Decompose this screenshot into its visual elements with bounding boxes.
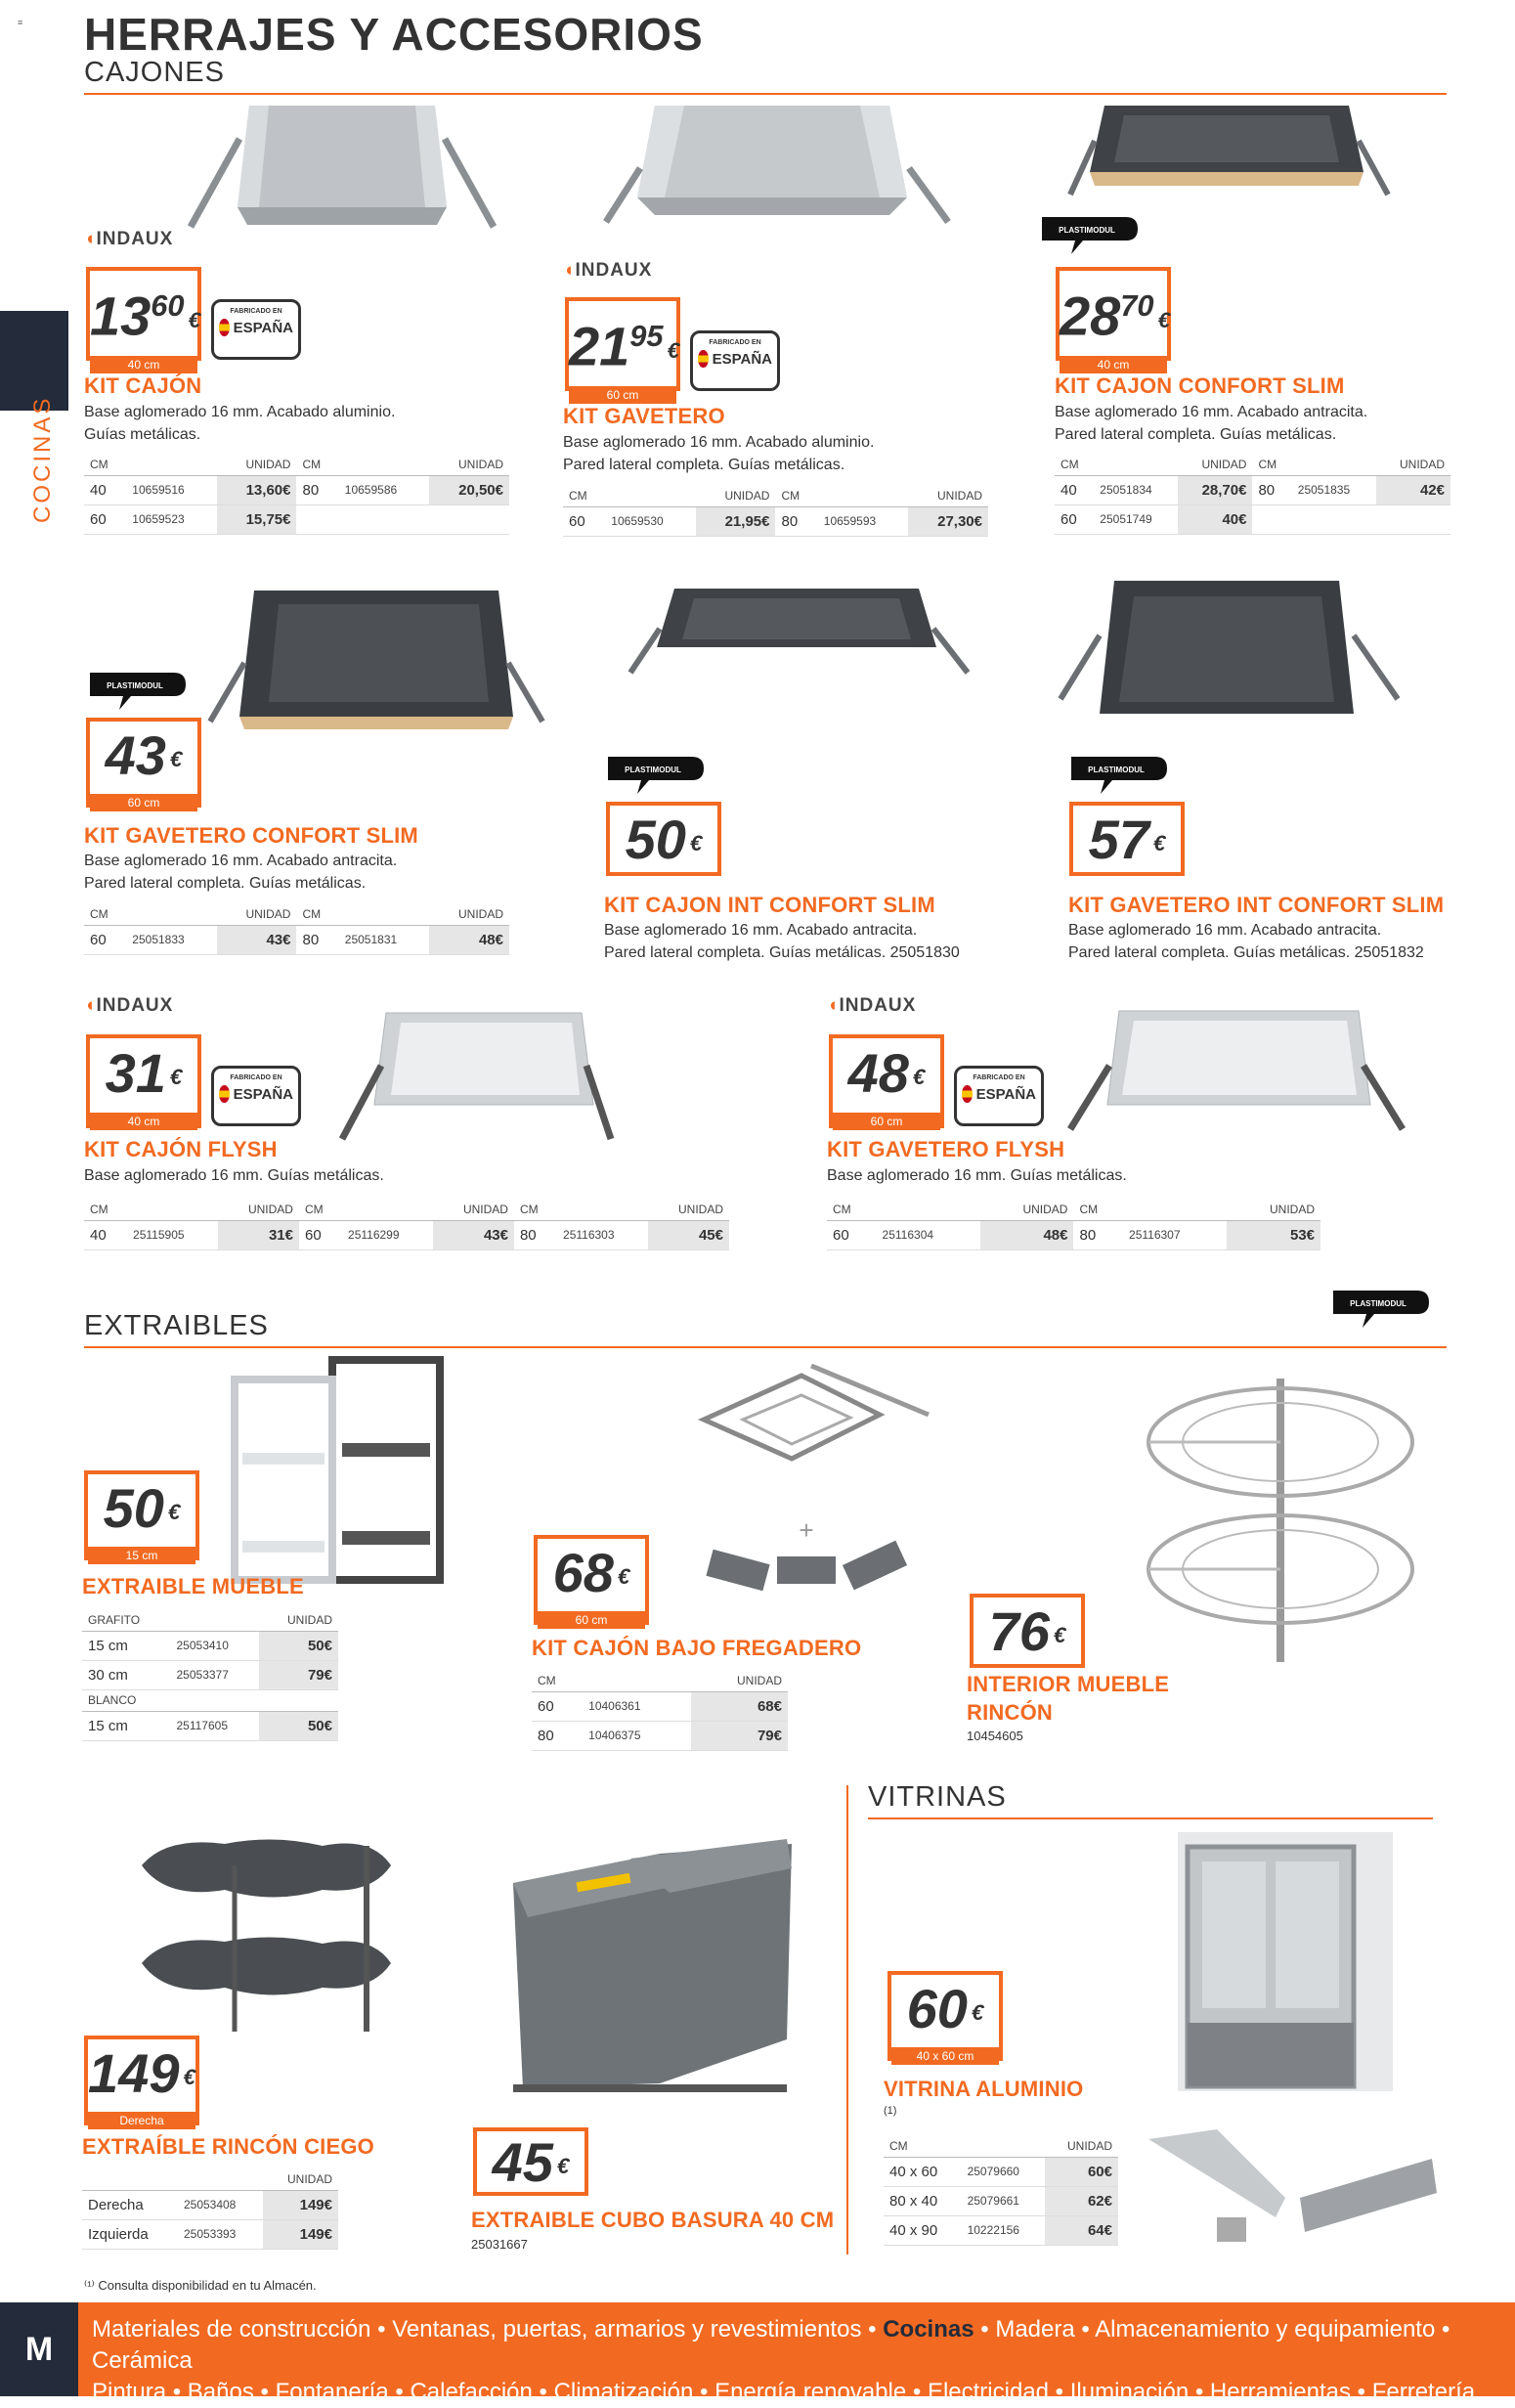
- perfil-aluminio-image: [1139, 2120, 1437, 2247]
- footer-link[interactable]: Madera: [995, 2316, 1075, 2342]
- price-tag: 76 €: [970, 1594, 1085, 1668]
- product-description: Base aglomerado 16 mm. Acabado antracita. Pared lateral completa. Guías metálicas. 25051832: [1068, 922, 1424, 961]
- drawer-int-image: [626, 585, 977, 682]
- product-description: Base aglomerado 16 mm. Acabado antracita. Pared lateral completa. Guías metálicas.: [84, 853, 398, 892]
- product-table: CM UNIDAD CM UNIDAD CM UNIDAD 40 25115905 31€ 60 25116299 43€ 80 25116303 45€: [84, 1199, 729, 1250]
- cubo-basura-image: [494, 1824, 806, 2127]
- footer-link[interactable]: Iluminación: [1069, 2379, 1190, 2405]
- product-table: CM UNIDAD 60 10406361 68€ 80 10406375 79€: [532, 1670, 788, 1751]
- footer-link[interactable]: Electricidad: [927, 2379, 1050, 2405]
- gavetero-int-image: [1056, 577, 1407, 723]
- section-vitrinas: VITRINAS: [868, 1781, 1433, 1819]
- footer-link[interactable]: Pintura: [92, 2379, 167, 2405]
- price-tag: $28^{70}$ € 40 cm: [1056, 267, 1171, 361]
- price-tag: 149 € Derecha: [84, 2036, 199, 2125]
- svg-text:+: +: [799, 1515, 814, 1545]
- product-title: KIT CAJON CONFORT SLIM: [1055, 373, 1345, 398]
- product-ref: 25031667: [471, 2237, 528, 2252]
- gavetero-antracita-image: [205, 585, 547, 731]
- plastimodul-logo: [1036, 209, 1142, 256]
- product-title: KIT GAVETERO: [563, 404, 725, 428]
- gavetero-aluminio-image: [596, 100, 958, 232]
- brand-indaux-logo: ◖INDAUX: [84, 229, 174, 249]
- brand-indaux-logo: ◖INDAUX: [84, 995, 174, 1016]
- product-title: KIT CAJÓN: [84, 373, 202, 398]
- made-in-spain-badge: FABRICADO EN ESPAÑA: [954, 1066, 1044, 1126]
- product-title: KIT GAVETERO CONFORT SLIM: [84, 823, 418, 848]
- corner-mark: ≡: [18, 18, 23, 27]
- product-description: Base aglomerado 16 mm. Acabado antracita. Pared lateral completa. Guías metálicas. 25051830: [604, 922, 960, 961]
- kit-fregadero-image: [684, 1361, 938, 1615]
- rincon-ciego-image: [127, 1826, 420, 2041]
- plastimodul-logo: [1065, 749, 1171, 796]
- footer-link[interactable]: Calefacción: [410, 2379, 533, 2405]
- product-title: KIT CAJÓN BAJO FREGADERO: [532, 1636, 862, 1660]
- drawer-flysh-image: [337, 1007, 616, 1144]
- footer-link-current[interactable]: Cocinas: [883, 2316, 974, 2342]
- carrusel-rincon-image: [1134, 1374, 1427, 1667]
- price-tag: 57 €: [1069, 802, 1185, 876]
- product-title: EXTRAIBLE CUBO BASURA 40 CM: [471, 2208, 835, 2232]
- vitrina-image: [1178, 1832, 1393, 2091]
- product-table: CM UNIDAD CM UNIDAD 40 10659516 13,60€ 80 10659586 20,50€ 60 10659523 15,75€: [84, 454, 509, 535]
- footer-link[interactable]: Climatización: [553, 2379, 694, 2405]
- plastimodul-logo: [602, 749, 708, 796]
- product-table: CM UNIDAD CM UNIDAD 60 10659530 21,95€ 80 10659593 27,30€: [563, 485, 988, 537]
- section-divider: [846, 1785, 848, 2255]
- svg-text:PLASTIMODUL: PLASTIMODUL: [107, 681, 163, 690]
- footnote: ⁽¹⁾ Consulta disponibilidad en tu Almacén.: [84, 2278, 317, 2293]
- svg-text:PLASTIMODUL: PLASTIMODUL: [1350, 1299, 1407, 1308]
- product-table: CM UNIDAD 40 x 60 25079660 60€ 80 x 40 25079661 62€ 40 x 90 10222156 64€: [884, 2135, 1118, 2246]
- price-tag: 50 € 15 cm: [84, 1470, 199, 1560]
- svg-text:PLASTIMODUL: PLASTIMODUL: [1088, 766, 1145, 774]
- svg-text:PLASTIMODUL: PLASTIMODUL: [625, 766, 681, 774]
- price-tag: 68 € 60 cm: [534, 1535, 649, 1625]
- price-tag: $13^{60}$ € 40 cm: [86, 267, 201, 361]
- brand-logo: M: [0, 2302, 78, 2396]
- product-description: Base aglomerado 16 mm. Guías metálicas.: [827, 1167, 1127, 1184]
- side-label: COCINAS: [29, 395, 56, 523]
- price-tag: 43 € 60 cm: [86, 718, 201, 808]
- product-description: Base aglomerado 16 mm. Acabado antracita. Pared lateral completa. Guías metálicas.: [1055, 404, 1368, 443]
- plastimodul-logo: [1327, 1283, 1433, 1330]
- product-title: KIT GAVETERO FLYSH: [827, 1137, 1065, 1161]
- footer-link[interactable]: Ventanas, puertas, armarios y revestimientos: [392, 2316, 862, 2342]
- svg-text:PLASTIMODUL: PLASTIMODUL: [1059, 226, 1115, 235]
- product-table: CM UNIDAD CM UNIDAD 40 25051834 28,70€ 80 25051835 42€ 60 25051749 40€: [1055, 454, 1450, 535]
- price-tag: $21^{95}$ € 60 cm: [565, 297, 680, 391]
- product-title: KIT CAJON INT CONFORT SLIM: [604, 893, 935, 917]
- product-table: GRAFITO UNIDAD 15 cm 25053410 50€ 30 cm 25053377 79€ BLANCO 15 cm 25117605 50€: [82, 1609, 338, 1741]
- product-title: KIT GAVETERO INT CONFORT SLIM: [1068, 893, 1445, 917]
- brand-indaux-logo: ◖INDAUX: [563, 260, 653, 281]
- footer-categories: Materiales de construcción • Ventanas, puertas, armarios y revestimientos • Cocinas • Madera • Almacenamiento y equipamiento • Cerámica Pintura • Baños • Fontanería • Calefacción • Climatización • Energía renovable • Electricidad • Iluminación • Herramientas • Ferretería: [92, 2316, 1476, 2405]
- footnote-mark: (1): [884, 2105, 897, 2117]
- footer-link[interactable]: Baños: [187, 2379, 254, 2405]
- made-in-spain-badge: FABRICADO EN ESPAÑA: [211, 299, 301, 360]
- footer-link[interactable]: Ferretería: [1371, 2379, 1476, 2405]
- price-tag: 50 €: [606, 802, 721, 876]
- footer-link[interactable]: Fontanería: [275, 2379, 389, 2405]
- footer-link[interactable]: Energía renovable: [714, 2379, 907, 2405]
- product-title: EXTRAÍBLE RINCÓN CIEGO: [82, 2134, 374, 2159]
- product-title: EXTRAIBLE MUEBLE: [82, 1574, 304, 1598]
- footer-link[interactable]: Cerámica: [92, 2347, 193, 2374]
- product-description: Base aglomerado 16 mm. Acabado aluminio. Pared lateral completa. Guías metálicas.: [563, 434, 875, 473]
- footer-link[interactable]: Almacenamiento y equipamiento: [1095, 2316, 1436, 2342]
- product-table: CM UNIDAD CM UNIDAD 60 25116304 48€ 80 25116307 53€: [827, 1199, 1320, 1250]
- price-tag: 48 € 60 cm: [829, 1034, 944, 1128]
- price-tag: 60 € 40 x 60 cm: [887, 1971, 1003, 2061]
- footer-link[interactable]: Materiales de construcción: [92, 2316, 371, 2342]
- footer-bar: [0, 2302, 1515, 2405]
- section-extraibles: EXTRAIBLES: [84, 1310, 1447, 1348]
- drawer-aluminio-image: [181, 100, 503, 232]
- product-description: Base aglomerado 16 mm. Guías metálicas.: [84, 1167, 384, 1184]
- product-title: VITRINA ALUMINIO: [884, 2077, 1084, 2101]
- product-ref: 10454605: [967, 1729, 1023, 1743]
- footer-link[interactable]: Herramientas: [1209, 2379, 1351, 2405]
- brand-indaux-logo: ◖INDAUX: [827, 995, 917, 1016]
- section-cajones: CAJONES: [84, 57, 1447, 95]
- gavetero-flysh-image: [1065, 1007, 1412, 1134]
- product-description: Base aglomerado 16 mm. Acabado aluminio. Guías metálicas.: [84, 404, 396, 443]
- plastimodul-logo: [84, 665, 190, 712]
- page-title: HERRAJES Y ACCESORIOS: [84, 9, 704, 60]
- product-title: INTERIOR MUEBLE RINCÓN: [967, 1672, 1170, 1725]
- product-table: CM UNIDAD CM UNIDAD 60 25051833 43€ 80 25051831 48€: [84, 903, 509, 955]
- made-in-spain-badge: FABRICADO EN ESPAÑA: [690, 330, 780, 391]
- made-in-spain-badge: FABRICADO EN ESPAÑA: [211, 1066, 301, 1126]
- drawer-antracita-image: [1065, 102, 1398, 199]
- product-table: UNIDAD Derecha 25053408 149€ Izquierda 25053393 149€: [82, 2168, 338, 2250]
- product-title: KIT CAJÓN FLYSH: [84, 1137, 278, 1161]
- price-tag: 31 € 40 cm: [86, 1034, 201, 1128]
- price-tag: 45 €: [473, 2127, 588, 2196]
- extraible-mueble-image: [225, 1355, 489, 1595]
